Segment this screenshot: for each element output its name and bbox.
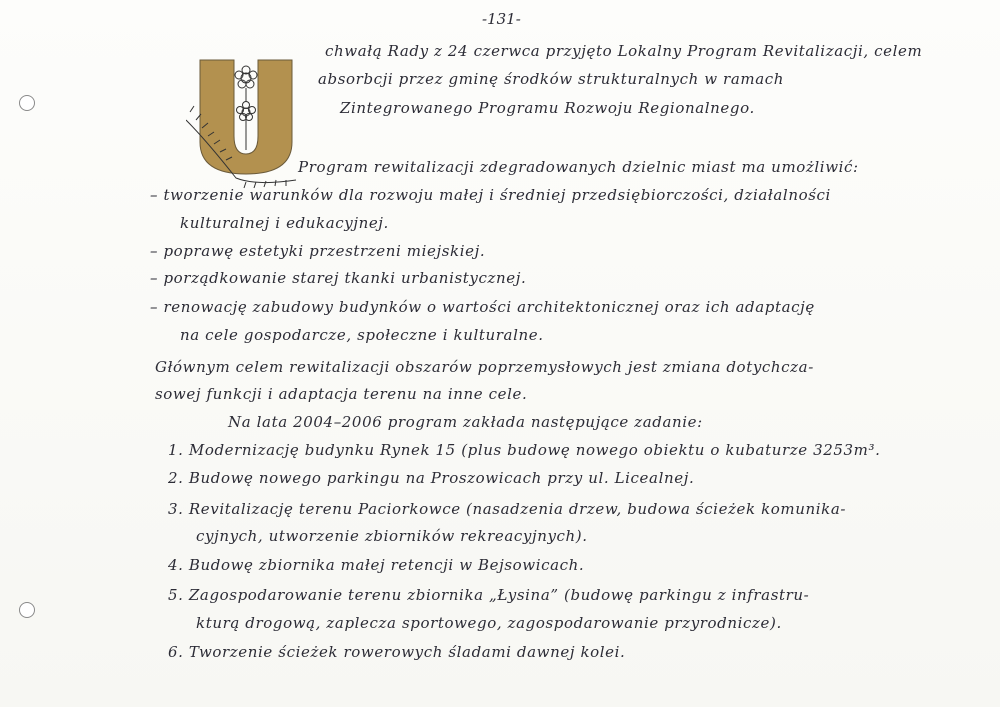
plan-intro: Na lata 2004–2006 program zakłada następujące zadanie:	[228, 413, 703, 431]
intro-line-2: absorbcji przez gminę środków strukturalnych w ramach	[318, 70, 785, 88]
page-number: -131-	[482, 10, 521, 28]
bullet-1-cont: kulturalnej i edukacyjnej.	[180, 214, 389, 232]
intro-line-3: Zintegrowanego Programu Rozwoju Regionalnego.	[340, 99, 755, 117]
decorated-initial-u	[186, 50, 306, 190]
intro-line-1: chwałą Rady z 24 czerwca przyjęto Lokalny Program Revitalizacji, celem	[325, 42, 923, 60]
bullet-1: – tworzenie warunków dla rozwoju małej i średniej przedsiębiorczości, działalności	[150, 186, 831, 204]
lead-text: Program rewitalizacji zdegradowanych dzielnic miast ma umożliwić:	[298, 158, 859, 176]
bullet-4-cont: na cele gospodarcze, społeczne i kulturalne.	[180, 326, 544, 344]
bullet-2: – poprawę estetyki przestrzeni miejskiej.	[150, 242, 486, 260]
bullet-4: – renowację zabudowy budynków o wartości architektonicznej oraz ich adaptację	[150, 298, 815, 316]
task-3-cont: cyjnych, utworzenie zbiorników rekreacyjnych).	[196, 527, 588, 545]
task-5-cont: kturą drogową, zaplecza sportowego, zagospodarowanie przyrodnicze).	[196, 614, 782, 632]
paragraph-line-1: Głównym celem rewitalizacji obszarów poprzemysłowych jest zmiana dotychcza-	[155, 358, 814, 376]
task-5: 5. Zagospodarowanie terenu zbiornika „Łysina” (budowę parkingu z infrastru-	[168, 586, 810, 604]
task-3: 3. Revitalizację terenu Paciorkowce (nasadzenia drzew, budowa ścieżek komunika-	[168, 500, 847, 518]
task-1: 1. Modernizację budynku Rynek 15 (plus budowę nowego obiektu o kubaturze 3253m³.	[168, 441, 881, 459]
punch-hole-bottom	[19, 602, 35, 618]
task-4: 4. Budowę zbiornika małej retencji w Bejsowicach.	[168, 556, 585, 574]
bullet-3: – porządkowanie starej tkanki urbanistycznej.	[150, 269, 527, 287]
task-2: 2. Budowę nowego parkingu na Proszowicach przy ul. Licealnej.	[168, 469, 695, 487]
paragraph-line-2: sowej funkcji i adaptacja terenu na inne cele.	[155, 385, 528, 403]
punch-hole-top	[19, 95, 35, 111]
task-6: 6. Tworzenie ścieżek rowerowych śladami dawnej kolei.	[168, 643, 626, 661]
